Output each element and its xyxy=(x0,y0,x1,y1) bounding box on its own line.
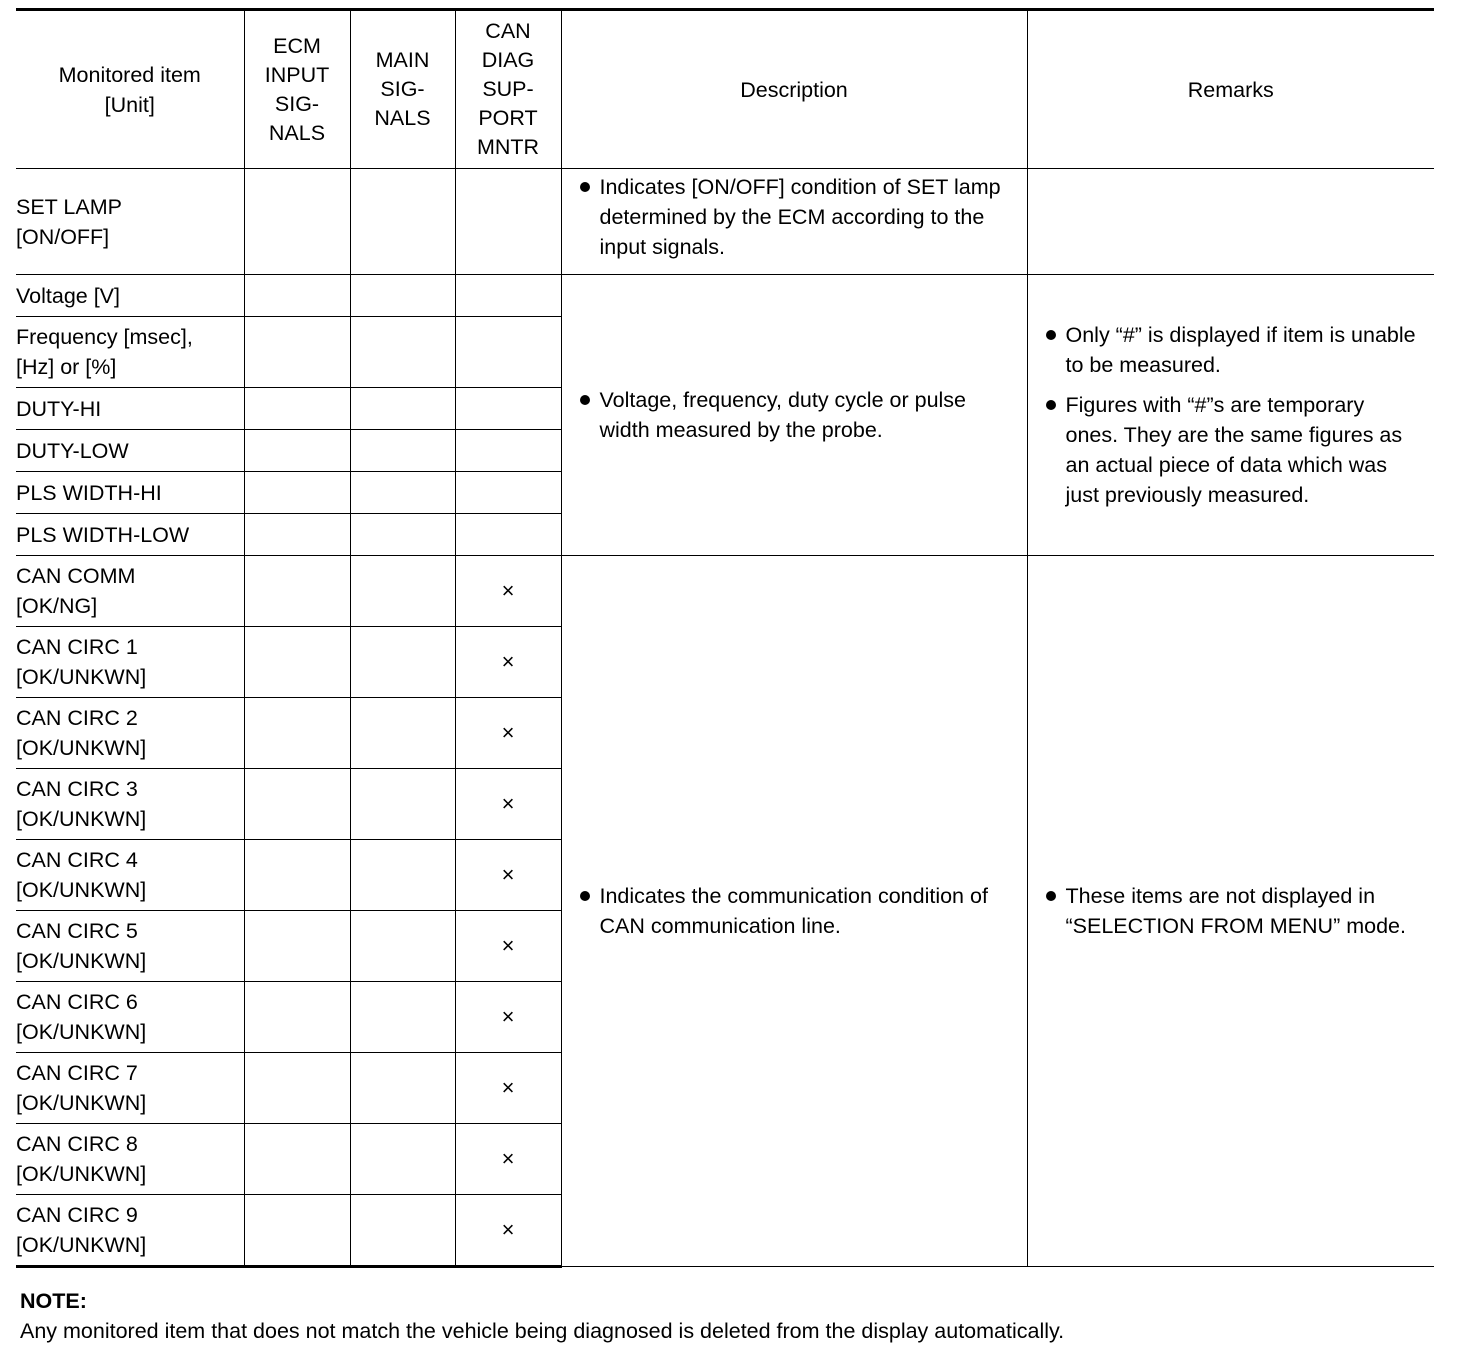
main-signals-cell xyxy=(350,698,455,769)
main-signals-cell xyxy=(350,769,455,840)
header-description: Description xyxy=(561,10,1027,169)
can-diag-mark: × xyxy=(455,627,561,698)
main-signals-cell xyxy=(350,556,455,627)
can-diag-mark: × xyxy=(455,556,561,627)
ecm-input-cell xyxy=(244,1195,350,1267)
item-name: Frequency [msec], xyxy=(16,325,193,349)
item-cell xyxy=(16,317,244,388)
ecm-input-cell xyxy=(244,769,350,840)
description-cell xyxy=(561,169,1027,275)
can-diag-mark: × xyxy=(455,769,561,840)
item-unit: [ON/OFF] xyxy=(16,224,110,249)
item-name: CAN CIRC 5 xyxy=(16,919,138,943)
item-cell xyxy=(16,169,244,275)
item-unit: [OK/UNKWN] xyxy=(16,1162,147,1186)
note-text: Any monitored item that does not match the vehicle being diagnosed is deleted from the display automatically. xyxy=(20,1319,1065,1343)
can-diag-cell xyxy=(455,430,561,472)
item-cell xyxy=(16,982,244,1053)
item-unit: [OK/UNKWN] xyxy=(16,949,147,973)
item-name: CAN COMM xyxy=(16,564,136,588)
main-signals-cell xyxy=(350,275,455,317)
header-main-signals xyxy=(350,10,455,169)
header-ecm-input-signals xyxy=(244,10,350,169)
ecm-input-cell xyxy=(244,982,350,1053)
can-diag-mark: × xyxy=(455,698,561,769)
header-remarks: Remarks xyxy=(1027,10,1434,169)
item-cell xyxy=(16,698,244,769)
table-row xyxy=(16,169,1434,275)
note-block xyxy=(20,1286,1064,1346)
can-diag-cell xyxy=(455,388,561,430)
can-diag-cell xyxy=(455,169,561,275)
ecm-input-cell xyxy=(244,514,350,556)
ecm-input-cell xyxy=(244,169,350,275)
header-line: NALS xyxy=(268,120,326,145)
main-signals-cell xyxy=(350,317,455,388)
item-name: CAN CIRC 4 xyxy=(16,848,138,872)
item-name: DUTY-HI xyxy=(16,396,102,421)
header-can-diag-support-mntr xyxy=(455,10,561,169)
item-name: CAN CIRC 1 xyxy=(16,635,138,659)
item-cell xyxy=(16,1053,244,1124)
can-diag-mark: × xyxy=(455,1053,561,1124)
item-cell xyxy=(16,769,244,840)
can-diag-cell xyxy=(455,317,561,388)
main-signals-cell xyxy=(350,388,455,430)
item-cell xyxy=(16,1195,244,1267)
item-cell xyxy=(16,1124,244,1195)
main-signals-cell xyxy=(350,911,455,982)
description-cell xyxy=(561,275,1027,556)
main-signals-cell xyxy=(350,1053,455,1124)
header-row xyxy=(16,10,1434,169)
remarks-bullet: Figures with “#”s are temporary ones. They are the same figures as an actual piece of data which was just previously measured. xyxy=(1044,390,1423,510)
main-signals-cell xyxy=(350,169,455,275)
table-row xyxy=(16,556,1434,627)
item-name: DUTY-LOW xyxy=(16,438,129,463)
item-cell xyxy=(16,627,244,698)
item-name: CAN CIRC 8 xyxy=(16,1132,138,1156)
main-signals-cell xyxy=(350,1195,455,1267)
remarks-cell xyxy=(1027,556,1434,1267)
remarks-bullet: These items are not displayed in “SELECTION FROM MENU” mode. xyxy=(1044,881,1423,941)
item-name: SET LAMP xyxy=(16,194,122,219)
header-monitored-item xyxy=(16,10,244,169)
ecm-input-cell xyxy=(244,556,350,627)
main-signals-cell xyxy=(350,430,455,472)
item-name: CAN CIRC 6 xyxy=(16,990,138,1014)
item-unit: [OK/UNKWN] xyxy=(16,807,147,831)
description-bullet: Indicates [ON/OFF] condition of SET lamp determined by the ECM according to the input signals. xyxy=(578,172,1015,262)
header-line: SIG- xyxy=(274,91,320,116)
can-diag-mark: × xyxy=(455,982,561,1053)
header-line: PORT xyxy=(478,106,538,130)
item-name: CAN CIRC 7 xyxy=(16,1061,138,1085)
item-name: PLS WIDTH-LOW xyxy=(16,522,190,547)
ecm-input-cell xyxy=(244,840,350,911)
item-cell xyxy=(16,514,244,556)
item-name: CAN CIRC 9 xyxy=(16,1203,138,1227)
remarks-cell xyxy=(1027,275,1434,556)
item-unit: [OK/UNKWN] xyxy=(16,665,147,689)
ecm-input-cell xyxy=(244,627,350,698)
item-cell xyxy=(16,275,244,317)
ecm-input-cell xyxy=(244,911,350,982)
header-line: Monitored item xyxy=(58,62,201,87)
table-row xyxy=(16,275,1434,317)
description-cell xyxy=(561,556,1027,1267)
header-line: SUP- xyxy=(482,77,534,101)
item-unit: [OK/UNKWN] xyxy=(16,1091,147,1115)
description-bullet: Voltage, frequency, duty cycle or pulse width measured by the probe. xyxy=(578,385,1015,445)
can-diag-cell xyxy=(455,472,561,514)
item-unit: [OK/NG] xyxy=(16,594,98,618)
item-cell xyxy=(16,472,244,514)
item-cell xyxy=(16,556,244,627)
item-unit: [OK/UNKWN] xyxy=(16,878,147,902)
remarks-bullet: Only “#” is displayed if item is unable to be measured. xyxy=(1044,320,1423,380)
main-signals-cell xyxy=(350,982,455,1053)
item-cell xyxy=(16,911,244,982)
can-diag-mark: × xyxy=(455,840,561,911)
ecm-input-cell xyxy=(244,1124,350,1195)
can-diag-cell xyxy=(455,514,561,556)
item-cell xyxy=(16,388,244,430)
header-line: DIAG xyxy=(481,48,535,72)
ecm-input-cell xyxy=(244,388,350,430)
ecm-input-cell xyxy=(244,472,350,514)
description-bullet: Indicates the communication condition of CAN communication line. xyxy=(578,881,1015,941)
header-line: CAN xyxy=(485,19,531,43)
can-diag-mark: × xyxy=(455,1195,561,1267)
header-line: ECM xyxy=(273,33,321,58)
ecm-input-cell xyxy=(244,698,350,769)
item-name: CAN CIRC 3 xyxy=(16,777,138,801)
can-diag-mark: × xyxy=(455,1124,561,1195)
ecm-input-cell xyxy=(244,430,350,472)
note-title: NOTE: xyxy=(20,1289,87,1313)
header-line: [Unit] xyxy=(104,92,155,117)
main-signals-cell xyxy=(350,1124,455,1195)
monitored-items-table xyxy=(16,8,1434,1268)
item-name: CAN CIRC 2 xyxy=(16,706,138,730)
header-line: NALS xyxy=(374,106,431,130)
item-unit: [OK/UNKWN] xyxy=(16,1233,147,1257)
main-signals-cell xyxy=(350,627,455,698)
header-line: INPUT xyxy=(264,62,330,87)
main-signals-cell xyxy=(350,472,455,514)
can-diag-cell xyxy=(455,275,561,317)
ecm-input-cell xyxy=(244,1053,350,1124)
item-cell xyxy=(16,840,244,911)
ecm-input-cell xyxy=(244,275,350,317)
can-diag-mark: × xyxy=(455,911,561,982)
item-cell xyxy=(16,430,244,472)
main-signals-cell xyxy=(350,840,455,911)
header-line: MNTR xyxy=(476,135,540,159)
item-unit: [OK/UNKWN] xyxy=(16,736,147,760)
item-name: Voltage [V] xyxy=(16,283,120,308)
item-unit: [Hz] or [%] xyxy=(16,355,117,379)
ecm-input-cell xyxy=(244,317,350,388)
item-unit: [OK/UNKWN] xyxy=(16,1020,147,1044)
header-line: SIG- xyxy=(380,77,425,101)
main-signals-cell xyxy=(350,514,455,556)
remarks-cell xyxy=(1027,169,1434,275)
item-name: PLS WIDTH-HI xyxy=(16,480,162,505)
header-line: MAIN xyxy=(375,48,430,72)
